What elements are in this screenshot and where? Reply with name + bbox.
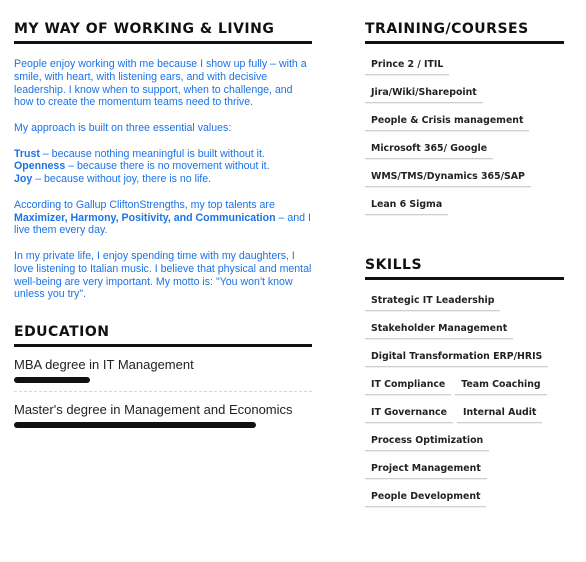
about-text [14,58,312,301]
training-tag: Prince 2 / ITIL [365,55,449,75]
skills-list [365,290,564,514]
skill-tag: Team Coaching [455,375,546,395]
skill-tag: IT Governance [365,403,453,423]
redacted-institution [14,422,256,428]
value-name: Openness [14,160,66,173]
training-list [365,54,564,222]
training-tag: Microsoft 365/ Google [365,139,493,159]
education-item [14,392,312,436]
skills-title: SKILLS [365,256,564,280]
skill-tag: Project Management [365,459,487,479]
training-tag: WMS/TMS/Dynamics 365/SAP [365,167,531,187]
degree-title: Master's degree in Management and Economics [14,402,293,418]
about-title: MY WAY OF WORKING & LIVING [14,20,312,44]
degree-title: MBA degree in IT Management [14,357,194,373]
training-tag: People & Crisis management [365,111,529,131]
value-text: – because nothing meaningful is built without it. [39,147,265,160]
right-column [365,20,564,514]
training-tag: Jira/Wiki/Sharepoint [365,83,483,103]
training-title: TRAINING/COURSES [365,20,564,44]
gallup-intro: According to Gallup CliftonStrengths, my top talents are [14,198,275,211]
value-text: – because there is no movement without it. [65,160,270,173]
skill-tag: Process Optimization [365,431,489,451]
about-paragraph-2: My approach is built on three essential values: [14,121,232,134]
gallup-outro: – and I live them every day. [14,211,311,237]
skill-tag: Strategic IT Leadership [365,291,500,311]
skill-tag: People Development [365,487,486,507]
skill-tag: Internal Audit [457,403,542,423]
skill-tag: Stakeholder Management [365,319,513,339]
education-list [14,347,312,436]
left-column [14,20,312,436]
training-tag: Lean 6 Sigma [365,195,448,215]
value-name: Joy [14,173,33,186]
about-paragraph-4: In my private life, I enjoy spending time with my daughters, I love listening to Italian music. I believe that physical and mental well-being are very important. My motto is: "You won't know unless you try". [14,249,312,301]
about-paragraph-1: People enjoy working with me because I show up fully – with a smile, with heart, with listening ears, and with decisive leadership. I know when to support, when to challenge, and how to create the momentum teams need to thrive. [14,58,307,109]
values-list [14,148,312,186]
gallup-talents: Maximizer, Harmony, Positivity, and Communication [14,211,276,224]
gallup-paragraph [14,199,312,237]
skill-tag: IT Compliance [365,375,451,395]
value-text: – because without joy, there is no life. [32,173,212,186]
education-title: EDUCATION [14,323,312,347]
skill-tag: Digital Transformation ERP/HRIS [365,347,548,367]
redacted-institution [14,377,90,383]
education-item [14,347,312,392]
value-name: Trust [14,147,40,160]
